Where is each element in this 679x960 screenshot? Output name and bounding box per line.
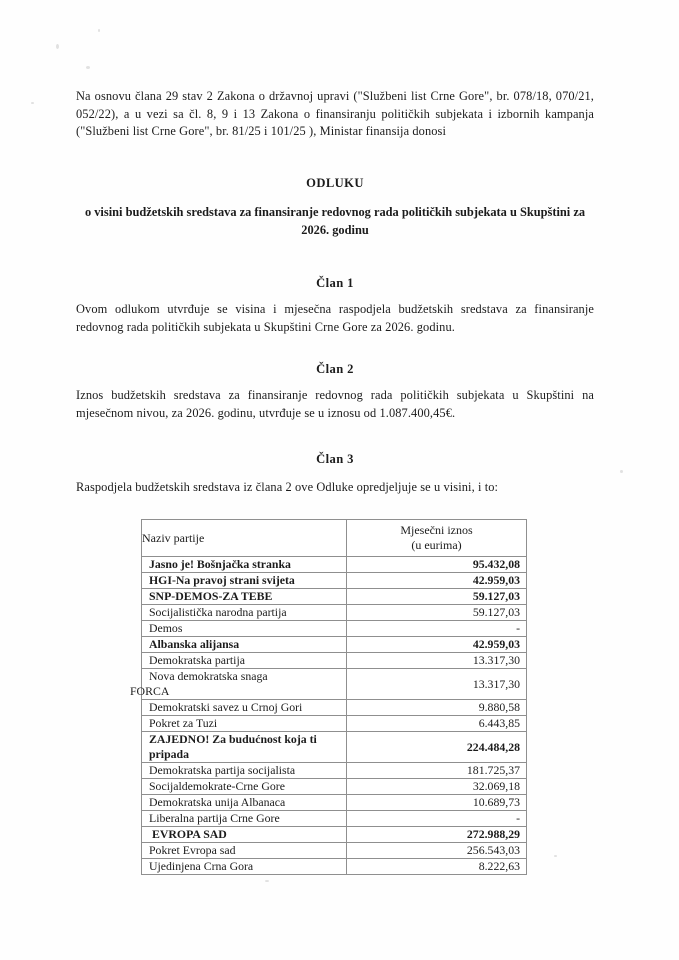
budget-allocation-table: [130, 519, 527, 875]
cell-party-name: Socijalistička narodna partija: [142, 605, 347, 621]
cell-party-name: Pokret Evropa sad: [142, 843, 347, 859]
table-row: [142, 637, 527, 653]
cell-party-name: Ujedinjena Crna Gora: [142, 859, 347, 875]
column-header-amount-line-2: (u eurima): [411, 538, 462, 552]
cell-party-name: Pokret za Tuzi: [142, 716, 347, 732]
table-row: [142, 843, 527, 859]
cell-party-name: HGI-Na pravoj strani svijeta: [142, 573, 347, 589]
cell-party-name: Liberalna partija Crne Gore: [142, 811, 347, 827]
cell-monthly-amount: 95.432,08: [347, 557, 527, 573]
cell-monthly-amount: 9.880,58: [347, 700, 527, 716]
scan-speck: [56, 44, 59, 49]
cell-party-name: SNP-DEMOS-ZA TEBE: [142, 589, 347, 605]
table-row: [142, 763, 527, 779]
scan-speck: [86, 66, 90, 69]
cell-monthly-amount: 59.127,03: [347, 589, 527, 605]
table-row: [142, 557, 527, 573]
table-row: [142, 700, 527, 716]
table-row: [142, 716, 527, 732]
scan-speck: [620, 470, 623, 473]
scan-speck: [98, 29, 100, 32]
cell-monthly-amount: 59.127,03: [347, 605, 527, 621]
cell-monthly-amount: 10.689,73: [347, 795, 527, 811]
cell-party-name: Demokratska partija socijalista: [142, 763, 347, 779]
cell-party-name: Nova demokratska snaga FORCA: [142, 669, 347, 700]
column-header-amount-line-1: Mjesečni iznos: [400, 523, 473, 537]
article-3-text: Raspodjela budžetskih sredstava iz člana 2 ove Odluke opredjeljuje se u visini, i to:: [76, 480, 499, 494]
cell-monthly-amount: -: [347, 621, 527, 637]
cell-party-name: Demokratska partija: [142, 653, 347, 669]
table-row: [142, 621, 527, 637]
table-row: [142, 811, 527, 827]
column-header-party-name: Naziv partije: [142, 520, 347, 557]
cell-monthly-amount: 181.725,37: [347, 763, 527, 779]
table-header-row: [142, 520, 527, 557]
cell-party-name: ZAJEDNO! Za budućnost koja ti pripada: [142, 732, 347, 763]
cell-monthly-amount: 13.317,30: [347, 669, 527, 700]
cell-party-name: Demokratska unija Albanaca: [142, 795, 347, 811]
cell-monthly-amount: 32.069,18: [347, 779, 527, 795]
article-2-heading: Član 2: [316, 362, 354, 376]
cell-party-name: EVROPA SAD: [142, 827, 347, 843]
cell-party-name: Albanska alijansa: [142, 637, 347, 653]
cell-monthly-amount: -: [347, 811, 527, 827]
cell-monthly-amount: 13.317,30: [347, 653, 527, 669]
subtitle-line-2: za 2026. godinu: [301, 205, 586, 237]
cell-monthly-amount: 6.443,85: [347, 716, 527, 732]
table-row: [142, 732, 527, 763]
act-type-heading: ODLUKU: [306, 176, 364, 190]
cell-monthly-amount: 42.959,03: [347, 573, 527, 589]
cell-party-name: Jasno je! Bošnjačka stranka: [142, 557, 347, 573]
cell-party-name: Socijaldemokrate-Crne Gore: [142, 779, 347, 795]
scan-speck: [31, 102, 34, 104]
cell-monthly-amount: 8.222,63: [347, 859, 527, 875]
table-row: [142, 573, 527, 589]
article-3-heading: Član 3: [316, 452, 354, 466]
cell-monthly-amount: 272.988,29: [347, 827, 527, 843]
cell-monthly-amount: 224.484,28: [347, 732, 527, 763]
article-1-text: Ovom odlukom utvrđuje se visina i mjesečna raspodjela budžetskih sredstava za finansiranje redovnog rada političkih subjekata u Skupštini Crne Gore za 2026. godinu.: [76, 302, 594, 334]
cell-monthly-amount: 42.959,03: [347, 637, 527, 653]
cell-party-name: Demokratski savez u Crnoj Gori: [142, 700, 347, 716]
scan-speck: [265, 880, 269, 882]
document-subtitle: [76, 203, 594, 239]
table-body: [130, 557, 527, 875]
table-row: [142, 653, 527, 669]
table-row: [142, 605, 527, 621]
column-header-monthly-amount: [347, 520, 527, 557]
scan-speck: [554, 855, 557, 857]
article-1-heading: Član 1: [316, 276, 354, 290]
table-row: [142, 827, 527, 843]
table-row: [142, 669, 527, 700]
subtitle-line-1: o visini budžetskih sredstava za finansiranje redovnog rada političkih subjekata u Skupštini: [84, 205, 571, 219]
cell-party-name: Demos: [142, 621, 347, 637]
table-row: [142, 859, 527, 875]
table-row: [142, 589, 527, 605]
table-row: [142, 779, 527, 795]
table-row: [142, 795, 527, 811]
intro-paragraph: Na osnovu člana 29 stav 2 Zakona o državnoj upravi ("Službeni list Crne Gore", br. 078/18, 070/21, 052/22), a u vezi sa čl. 8, 9 i 13 Zakona o finansiranju političkih subjekata i izbornih kampanja ("Službeni list Crne Gore", br. 81/25 i 101/25 ), Ministar finansija donosi: [76, 89, 594, 138]
cell-party-name-line-2: FORCA: [130, 684, 170, 698]
article-2-text: Iznos budžetskih sredstava za finansiranje redovnog rada političkih subjekata u Skupštini na mjesečnom nivou, za 2026. godinu, utvrđuje se u iznosu od 1.087.400,45€.: [76, 388, 594, 420]
cell-monthly-amount: 256.543,03: [347, 843, 527, 859]
